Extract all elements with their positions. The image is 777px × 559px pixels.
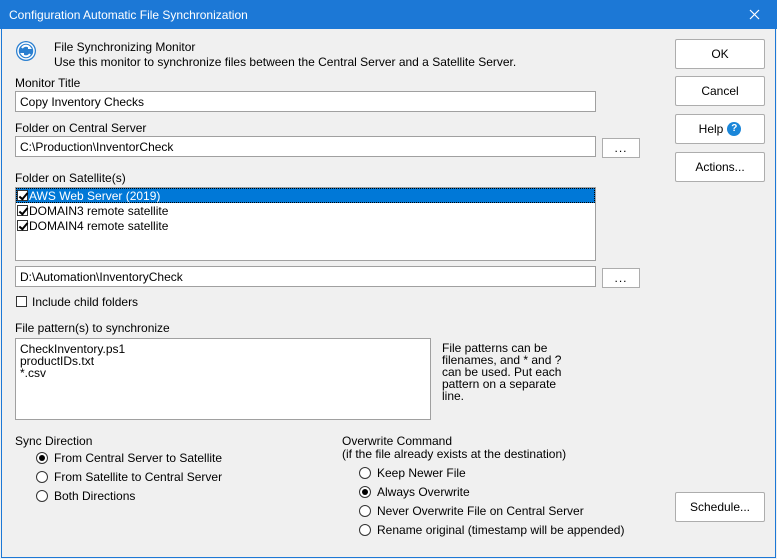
sync-direction-label: Sync Direction [15, 434, 93, 448]
sync-option-satellite-to-central[interactable]: From Satellite to Central Server [36, 470, 222, 484]
include-child-checkbox[interactable] [16, 296, 27, 307]
close-icon[interactable] [732, 0, 777, 29]
central-folder-label: Folder on Central Server [15, 121, 147, 135]
satellite-item-domain3[interactable] [16, 203, 595, 218]
cancel-button[interactable]: Cancel [675, 76, 765, 106]
sync-option-both-directions[interactable]: Both Directions [36, 489, 135, 503]
radio-selected-icon[interactable] [36, 452, 48, 464]
help-button-label: Help [698, 122, 724, 136]
patterns-label: File pattern(s) to synchronize [15, 321, 170, 335]
satellite-item-label: AWS Web Server (2019) [29, 188, 161, 203]
patterns-hint: File patterns can be filenames, and * and ? can be used. Put each pattern on a separate line. [442, 341, 562, 403]
help-icon: ? [727, 122, 741, 136]
overwrite-option-always[interactable]: Always Overwrite [359, 485, 470, 499]
overwrite-label: Overwrite Command [342, 434, 453, 448]
overwrite-option-never-central[interactable]: Never Overwrite File on Central Server [359, 504, 584, 518]
satellite-folder-input[interactable]: D:\Automation\InventoryCheck [15, 266, 596, 287]
satellites-label: Folder on Satellite(s) [15, 171, 126, 185]
sync-logo-icon [15, 40, 37, 65]
satellite-item-domain4[interactable] [16, 218, 595, 233]
radio-selected-icon[interactable] [359, 486, 371, 498]
satellite-item-aws[interactable] [16, 188, 595, 203]
checkbox-checked-icon[interactable] [17, 190, 28, 201]
window-title: Configuration Automatic File Synchronization [9, 8, 248, 22]
checkbox-checked-icon[interactable] [17, 205, 28, 216]
overwrite-sublabel: (if the file already exists at the destination) [342, 447, 567, 461]
satellite-list[interactable] [15, 187, 596, 261]
central-folder-browse-button[interactable]: ... [602, 138, 640, 158]
dialog-body [1, 29, 776, 558]
patterns-textarea[interactable]: CheckInventory.ps1 productIDs.txt *.csv [15, 338, 431, 420]
radio-unselected-icon[interactable] [36, 471, 48, 483]
title-bar [0, 0, 777, 29]
header-description: Use this monitor to synchronize files between the Central Server and a Satellite Server. [54, 55, 517, 69]
radio-unselected-icon[interactable] [36, 490, 48, 502]
radio-unselected-icon[interactable] [359, 505, 371, 517]
sync-option-central-to-satellite[interactable]: From Central Server to Satellite [36, 451, 222, 465]
satellite-item-label: DOMAIN4 remote satellite [29, 218, 169, 233]
monitor-title-input[interactable]: Copy Inventory Checks [15, 91, 596, 112]
radio-unselected-icon[interactable] [359, 467, 371, 479]
schedule-button[interactable]: Schedule... [675, 492, 765, 522]
help-button[interactable] [675, 114, 765, 144]
ok-button[interactable]: OK [675, 39, 765, 69]
actions-button[interactable]: Actions... [675, 152, 765, 182]
include-child-label: Include child folders [32, 295, 139, 309]
satellite-item-label: DOMAIN3 remote satellite [29, 203, 169, 218]
header-title: File Synchronizing Monitor [54, 40, 196, 54]
overwrite-option-keep-newer[interactable]: Keep Newer File [359, 466, 466, 480]
checkbox-checked-icon[interactable] [17, 220, 28, 231]
central-folder-input[interactable]: C:\Production\InventorCheck [15, 136, 596, 157]
monitor-title-label: Monitor Title [15, 76, 81, 90]
overwrite-option-rename[interactable]: Rename original (timestamp will be appended) [359, 523, 624, 537]
satellite-folder-browse-button[interactable]: ... [602, 268, 640, 288]
radio-unselected-icon[interactable] [359, 524, 371, 536]
